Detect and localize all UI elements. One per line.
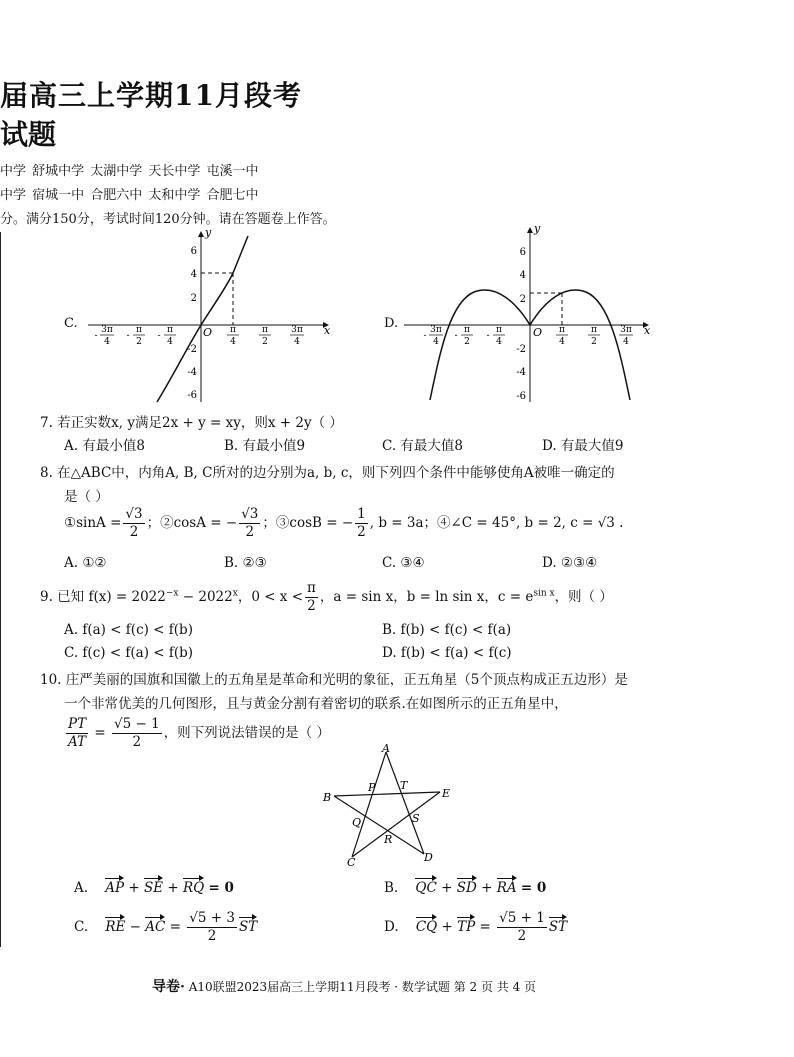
vertex-b: B	[323, 791, 332, 804]
svg-text:4: 4	[519, 270, 526, 281]
svg-text:4: 4	[230, 337, 236, 347]
x-tick: 4	[104, 337, 110, 347]
q8-option-a: A. ①②	[64, 555, 107, 571]
q8-stem: 8. 在△ABC中，内角A, B, C所对的边分别为a, b, c，则下列四个条件中能够使角A被唯一确定的	[40, 465, 615, 481]
q7-option-a: A. 有最小值8	[64, 438, 145, 454]
exam-subtitle: 试题	[0, 118, 57, 151]
svg-text:4: 4	[294, 337, 300, 347]
svg-text:4: 4	[559, 337, 565, 347]
x-tick: 3π	[101, 325, 113, 335]
svg-text:2: 2	[519, 294, 526, 305]
y-tick: 6	[190, 246, 197, 257]
q9-option-d: D. f(b) < f(a) < f(c)	[382, 645, 512, 661]
svg-text:4: 4	[623, 337, 629, 347]
q8-option-c: C. ③④	[382, 555, 425, 571]
q9-option-b: B. f(b) < f(c) < f(a)	[382, 622, 512, 638]
x-tick: 3π	[291, 325, 303, 335]
vertex-a: A	[382, 742, 390, 755]
point-t: T	[400, 779, 408, 792]
svg-text:π: π	[464, 325, 470, 335]
graph-c-label: C.	[64, 316, 78, 331]
svg-text:π: π	[559, 325, 565, 335]
q8-conditions: ①sinA = $\frac{√3}{2}$ ；②cosA = − $\frac{√3}{2}$ ；③cosB = − $\frac{1}{2}$ , b = 3a；④∠C = 45°, b = 2, c = √3 .	[64, 506, 624, 540]
x-tick: π	[136, 325, 142, 335]
q10-option-a: A. AP + SE + RQ = 0	[74, 880, 234, 896]
schools-row-2: 中学 宿城一中 合肥六中 太和中学 合肥七中	[0, 188, 259, 203]
q8-option-b: B. ②③	[224, 555, 267, 571]
svg-text:-: -	[94, 331, 98, 341]
svg-text:-: -	[486, 331, 490, 341]
q7-option-b: B. 有最小值9	[224, 438, 306, 454]
point-p: P	[368, 781, 376, 794]
exam-title: 届高三上学期11月段考	[0, 79, 302, 112]
x-tick: π	[167, 325, 173, 335]
x-axis-label: x	[644, 324, 651, 337]
graph-c	[88, 226, 348, 406]
q7-option-c: C. 有最大值8	[382, 438, 464, 454]
svg-text:-2: -2	[516, 344, 526, 355]
footer-text: A10联盟2023届高三上学期11月段考 · 数学试题 第 2 页 共 4 页	[188, 980, 537, 994]
q10-line-1: 10. 庄严美丽的国旗和国徽上的五角星是革命和光明的象征，正五角星（5个顶点构成正五边形）是	[40, 672, 628, 688]
vertex-d: D	[424, 851, 433, 864]
svg-text:-: -	[157, 331, 161, 341]
y-tick: -2	[187, 344, 197, 355]
svg-text:4: 4	[496, 337, 502, 347]
point-r: R	[384, 833, 393, 846]
y-tick: 2	[190, 293, 197, 304]
q10-option-b: B. QC + SD + RA = 0	[384, 880, 547, 896]
page-footer	[152, 976, 536, 996]
q7-option-d: D. 有最大值9	[542, 438, 624, 454]
svg-text:-: -	[126, 331, 130, 341]
y-axis-label: y	[534, 222, 541, 235]
svg-text:-6: -6	[516, 391, 526, 402]
q9-option-a: A. f(a) < f(c) < f(b)	[64, 622, 193, 638]
x-tick: π	[262, 325, 268, 335]
svg-text:-: -	[454, 331, 458, 341]
graph-d	[404, 222, 664, 406]
x-axis-label: x	[324, 324, 331, 337]
y-axis-label: y	[205, 226, 212, 239]
svg-text:4: 4	[433, 337, 439, 347]
q9-option-c: C. f(c) < f(a) < f(b)	[64, 645, 194, 661]
svg-text:2: 2	[591, 337, 597, 347]
pentagram-figure	[318, 742, 458, 872]
vertex-c: C	[347, 856, 356, 869]
publisher-logo: 导卷·	[152, 979, 185, 995]
y-tick: -6	[187, 390, 197, 401]
graph-c-curve	[157, 236, 248, 402]
svg-text:3π: 3π	[430, 325, 442, 335]
y-tick: 4	[190, 269, 197, 280]
svg-text:6: 6	[519, 247, 526, 258]
point-q: Q	[352, 816, 362, 829]
svg-text:2: 2	[464, 337, 470, 347]
svg-text:3π: 3π	[620, 325, 632, 335]
svg-text:-: -	[423, 331, 427, 341]
q7-stem: 7. 若正实数x, y满足2x + y = xy，则x + 2y（ ）	[40, 415, 343, 431]
margin-line	[0, 232, 1, 947]
q10-line-3: $\frac{PT}{AT}$ = $\frac{√5 - 1}{2}$ ，则下列说法错误的是（ ）	[68, 716, 330, 750]
q10-line-2: 一个非常优美的几何图形，且与黄金分割有着密切的联系.在如图所示的正五角星中，	[64, 696, 568, 712]
q8-option-d: D. ②③④	[542, 555, 598, 571]
q9-stem: 9. 已知 $f(x) = 2022^{-x} - 2022^x$，0 < x < $\frac{\pi}{2}$ ，a = sin x，b = ln sin x，$c = e^{sin x}$，则（ ）	[40, 580, 613, 614]
x-tick: π	[230, 325, 236, 335]
svg-text:2: 2	[262, 337, 268, 347]
q10-option-d: D. CQ + TP = $\frac{√5 + 1}{2}$ ST	[384, 910, 568, 944]
q10-option-c: C. RE − AC = $\frac{√5 + 3}{2}$ ST	[74, 910, 258, 944]
schools-row-1: 中学 舒城中学 太湖中学 天长中学 屯溪一中	[0, 164, 259, 179]
svg-text:2: 2	[136, 337, 142, 347]
q8-stem-2: 是（ ）	[64, 489, 109, 505]
vertex-e: E	[442, 787, 451, 800]
svg-text:π: π	[591, 325, 597, 335]
svg-text:π: π	[496, 325, 502, 335]
svg-text:4: 4	[167, 337, 173, 347]
exam-notice: 分。满分150分，考试时间120分钟。请在答题卷上作答。	[0, 212, 336, 227]
origin-label: O	[203, 326, 213, 339]
y-tick: -4	[187, 367, 197, 378]
svg-text:-4: -4	[516, 367, 526, 378]
origin-label: O	[533, 326, 543, 339]
graph-d-label: D.	[384, 316, 399, 331]
point-s: S	[412, 812, 420, 825]
